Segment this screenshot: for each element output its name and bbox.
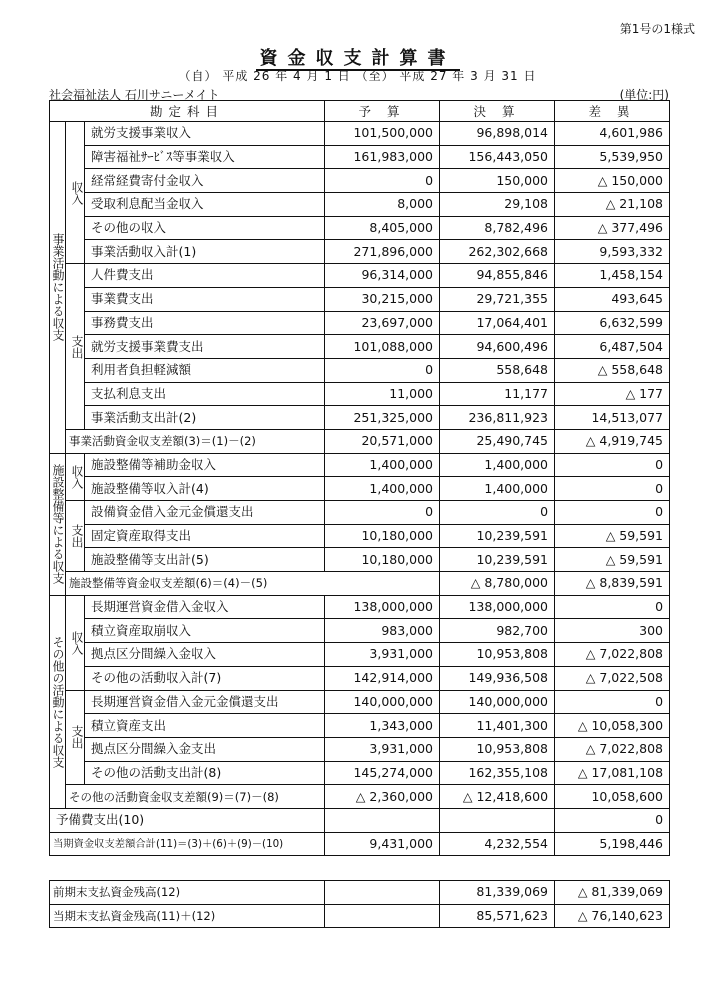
cell-actual: 149,936,508 [440, 666, 555, 690]
header-item: 勘定科目 [50, 101, 325, 122]
cell-diff: △ 59,591 [555, 524, 670, 548]
cell-budget [325, 904, 440, 928]
cell-actual: 85,571,623 [440, 904, 555, 928]
table-row [50, 382, 670, 406]
cell-diff: △ 17,081,108 [555, 761, 670, 785]
cell-budget: 1,400,000 [325, 477, 440, 501]
row-label: 拠点区分間繰入金収入 [85, 643, 325, 667]
table-row [50, 240, 670, 264]
table-row [50, 524, 670, 548]
cell-diff: △ 59,591 [555, 548, 670, 572]
cell-actual: 162,355,108 [440, 761, 555, 785]
cell-actual: 138,000,000 [440, 595, 555, 619]
cell-actual: 94,855,846 [440, 264, 555, 288]
table-row [50, 714, 670, 738]
table-row [50, 572, 670, 596]
cell-budget: 251,325,000 [325, 406, 440, 430]
cell-actual: 11,177 [440, 382, 555, 406]
table-row [50, 808, 670, 832]
table-row [50, 619, 670, 643]
table-row [50, 406, 670, 430]
table-header-row [50, 101, 670, 122]
table-row [50, 548, 670, 572]
row-label: 設備資金借入金元金償還支出 [85, 501, 325, 525]
table-row [50, 335, 670, 359]
cell-actual: △ 8,839,591 [555, 572, 670, 596]
cell-budget: 8,000 [325, 193, 440, 217]
cell-actual: 4,232,554 [440, 832, 555, 856]
subsection-label: 収入 [66, 122, 85, 264]
row-label: 拠点区分間繰入金支出 [85, 737, 325, 761]
cell-diff: 493,645 [555, 287, 670, 311]
table-row [50, 358, 670, 382]
cell-actual: 140,000,000 [440, 690, 555, 714]
cell-budget: 3,931,000 [325, 643, 440, 667]
cell-budget: 101,500,000 [325, 122, 440, 146]
table-row [50, 311, 670, 335]
cell-diff: 10,058,600 [555, 785, 670, 809]
table-row [50, 785, 670, 809]
cell-diff: △ 377,496 [555, 216, 670, 240]
table-row [50, 690, 670, 714]
cell-budget: 142,914,000 [325, 666, 440, 690]
table-row [50, 287, 670, 311]
table-row [50, 737, 670, 761]
cell-diff: △ 150,000 [555, 169, 670, 193]
currency-unit: (単位:円) [619, 88, 669, 102]
cell-diff: 5,198,446 [555, 832, 670, 856]
cell-actual: 982,700 [440, 619, 555, 643]
cell-diff: 14,513,077 [555, 406, 670, 430]
row-label: 施設整備等支出計(5) [85, 548, 325, 572]
cell-actual: 11,401,300 [440, 714, 555, 738]
cell-budget: 1,400,000 [325, 453, 440, 477]
cell-budget: 145,274,000 [325, 761, 440, 785]
cell-budget: 10,180,000 [325, 548, 440, 572]
row-label: その他の活動支出計(8) [85, 761, 325, 785]
cell-budget: 9,431,000 [325, 832, 440, 856]
cell-actual: 0 [440, 501, 555, 525]
cell-diff: 4,601,986 [555, 122, 670, 146]
form-number: 第1号の1様式 [619, 22, 695, 36]
table-row [50, 122, 670, 146]
subsection-label: 支出 [66, 501, 85, 572]
cell-actual: 262,302,668 [440, 240, 555, 264]
row-label: 事業活動収入計(1) [85, 240, 325, 264]
section-label: 施設整備等による収支 [50, 453, 66, 595]
subsection-label: 支出 [66, 690, 85, 785]
cell-diff: △ 10,058,300 [555, 714, 670, 738]
row-label: 事業活動支出計(2) [85, 406, 325, 430]
cell-budget: 0 [325, 501, 440, 525]
cell-budget: 20,571,000 [325, 429, 440, 453]
balance-row [50, 881, 670, 905]
header-actual: 決 算 [440, 101, 555, 122]
row-label: 施設整備等資金収支差額(6)＝(4)－(5) [66, 572, 440, 596]
balance-body [50, 881, 670, 928]
table-row [50, 145, 670, 169]
row-label: 前期末支払資金残高(12) [50, 881, 325, 905]
cell-actual: 10,953,808 [440, 643, 555, 667]
row-label: 当期末支払資金残高(11)＋(12) [50, 904, 325, 928]
balance-row [50, 904, 670, 928]
row-label: 施設整備等収入計(4) [85, 477, 325, 501]
cell-budget [325, 881, 440, 905]
cell-budget: 1,343,000 [325, 714, 440, 738]
cell-actual: 94,600,496 [440, 335, 555, 359]
cell-diff: 5,539,950 [555, 145, 670, 169]
row-label: 利用者負担軽減額 [85, 358, 325, 382]
row-label: 就労支援事業費支出 [85, 335, 325, 359]
cell-budget: △ 2,360,000 [325, 785, 440, 809]
table-row [50, 832, 670, 856]
document-title: 資金収支計算書 [0, 44, 715, 70]
row-label: その他の収入 [85, 216, 325, 240]
row-label: 障害福祉ｻｰﾋﾞｽ等事業収入 [85, 145, 325, 169]
row-label: その他の活動収入計(7) [85, 666, 325, 690]
cell-budget: 0 [325, 358, 440, 382]
row-label: 固定資産取得支出 [85, 524, 325, 548]
cell-diff: △ 76,140,623 [555, 904, 670, 928]
table-row [50, 216, 670, 240]
cell-actual: 156,443,050 [440, 145, 555, 169]
cell-budget [325, 808, 440, 832]
table-row [50, 193, 670, 217]
cell-budget: 96,314,000 [325, 264, 440, 288]
cell-budget: △ 8,780,000 [440, 572, 555, 596]
cell-diff: △ 7,022,808 [555, 643, 670, 667]
cell-actual: 10,239,591 [440, 524, 555, 548]
cell-budget: 138,000,000 [325, 595, 440, 619]
cell-diff: 0 [555, 453, 670, 477]
cell-budget: 10,180,000 [325, 524, 440, 548]
table-row [50, 761, 670, 785]
row-label: 長期運営資金借入金収入 [85, 595, 325, 619]
cell-diff: 6,632,599 [555, 311, 670, 335]
cell-budget: 3,931,000 [325, 737, 440, 761]
cell-diff: 0 [555, 501, 670, 525]
row-label: 事務費支出 [85, 311, 325, 335]
cell-diff: △ 7,022,808 [555, 737, 670, 761]
cell-diff: 0 [555, 595, 670, 619]
row-label: 受取利息配当金収入 [85, 193, 325, 217]
cell-actual: 8,782,496 [440, 216, 555, 240]
cell-diff: 9,593,332 [555, 240, 670, 264]
row-label: 経常経費寄付金収入 [85, 169, 325, 193]
cell-actual: 236,811,923 [440, 406, 555, 430]
cell-budget: 8,405,000 [325, 216, 440, 240]
cell-diff: 0 [555, 477, 670, 501]
cell-diff: 300 [555, 619, 670, 643]
row-label: 予備費支出(10) [50, 808, 325, 832]
cell-diff: 0 [555, 808, 670, 832]
cell-budget: 23,697,000 [325, 311, 440, 335]
row-label: 事業費支出 [85, 287, 325, 311]
table-row [50, 477, 670, 501]
table-row [50, 643, 670, 667]
table-row [50, 501, 670, 525]
cell-diff: △ 177 [555, 382, 670, 406]
cell-actual: 29,108 [440, 193, 555, 217]
cell-actual: 25,490,745 [440, 429, 555, 453]
cell-budget: 161,983,000 [325, 145, 440, 169]
cell-diff: 6,487,504 [555, 335, 670, 359]
cell-budget: 101,088,000 [325, 335, 440, 359]
table-row [50, 169, 670, 193]
organization-name: 社会福祉法人 石川サニーメイト [49, 88, 220, 102]
cell-diff: △ 558,648 [555, 358, 670, 382]
cell-actual: 81,339,069 [440, 881, 555, 905]
header-diff: 差 異 [555, 101, 670, 122]
cell-actual: △ 12,418,600 [440, 785, 555, 809]
row-label: 当期資金収支差額合計(11)＝(3)＋(6)＋(9)－(10) [50, 832, 325, 856]
header-budget: 予 算 [325, 101, 440, 122]
table-row [50, 264, 670, 288]
cell-diff: 0 [555, 690, 670, 714]
cell-budget: 30,215,000 [325, 287, 440, 311]
row-label: 支払利息支出 [85, 382, 325, 406]
cell-budget: 140,000,000 [325, 690, 440, 714]
cell-actual: 17,064,401 [440, 311, 555, 335]
row-label: 事業活動資金収支差額(3)＝(1)－(2) [66, 429, 325, 453]
cell-budget: 0 [325, 169, 440, 193]
cell-diff: △ 4,919,745 [555, 429, 670, 453]
cell-actual: 10,953,808 [440, 737, 555, 761]
subsection-label: 収入 [66, 453, 85, 500]
cell-diff: 1,458,154 [555, 264, 670, 288]
cell-budget: 983,000 [325, 619, 440, 643]
cell-actual: 1,400,000 [440, 477, 555, 501]
cell-diff: △ 21,108 [555, 193, 670, 217]
row-label: 積立資産支出 [85, 714, 325, 738]
fiscal-period: （自） 平成 26 年 4 月 1 日 （至） 平成 27 年 3 月 31 日 [178, 69, 537, 83]
row-label: 長期運営資金借入金元金償還支出 [85, 690, 325, 714]
cell-actual: 10,239,591 [440, 548, 555, 572]
cell-budget: 11,000 [325, 382, 440, 406]
row-label: 施設整備等補助金収入 [85, 453, 325, 477]
cell-actual: 29,721,355 [440, 287, 555, 311]
table-row [50, 429, 670, 453]
cell-actual: 1,400,000 [440, 453, 555, 477]
row-label: 積立資産取崩収入 [85, 619, 325, 643]
cell-actual: 150,000 [440, 169, 555, 193]
section-label: その他の活動による収支 [50, 595, 66, 808]
balance-table [49, 880, 670, 928]
row-label: その他の活動資金収支差額(9)＝(7)－(8) [66, 785, 325, 809]
cell-diff: △ 81,339,069 [555, 881, 670, 905]
table-row [50, 666, 670, 690]
cell-actual [440, 808, 555, 832]
row-label: 人件費支出 [85, 264, 325, 288]
subsection-label: 収入 [66, 595, 85, 690]
cell-actual: 558,648 [440, 358, 555, 382]
cell-diff: △ 7,022,508 [555, 666, 670, 690]
subsection-label: 支出 [66, 264, 85, 430]
row-label: 就労支援事業収入 [85, 122, 325, 146]
table-body [50, 122, 670, 856]
cash-flow-table [49, 100, 670, 856]
table-row [50, 453, 670, 477]
section-label: 事業活動による収支 [50, 122, 66, 454]
cell-actual: 96,898,014 [440, 122, 555, 146]
cell-budget: 271,896,000 [325, 240, 440, 264]
table-row [50, 595, 670, 619]
